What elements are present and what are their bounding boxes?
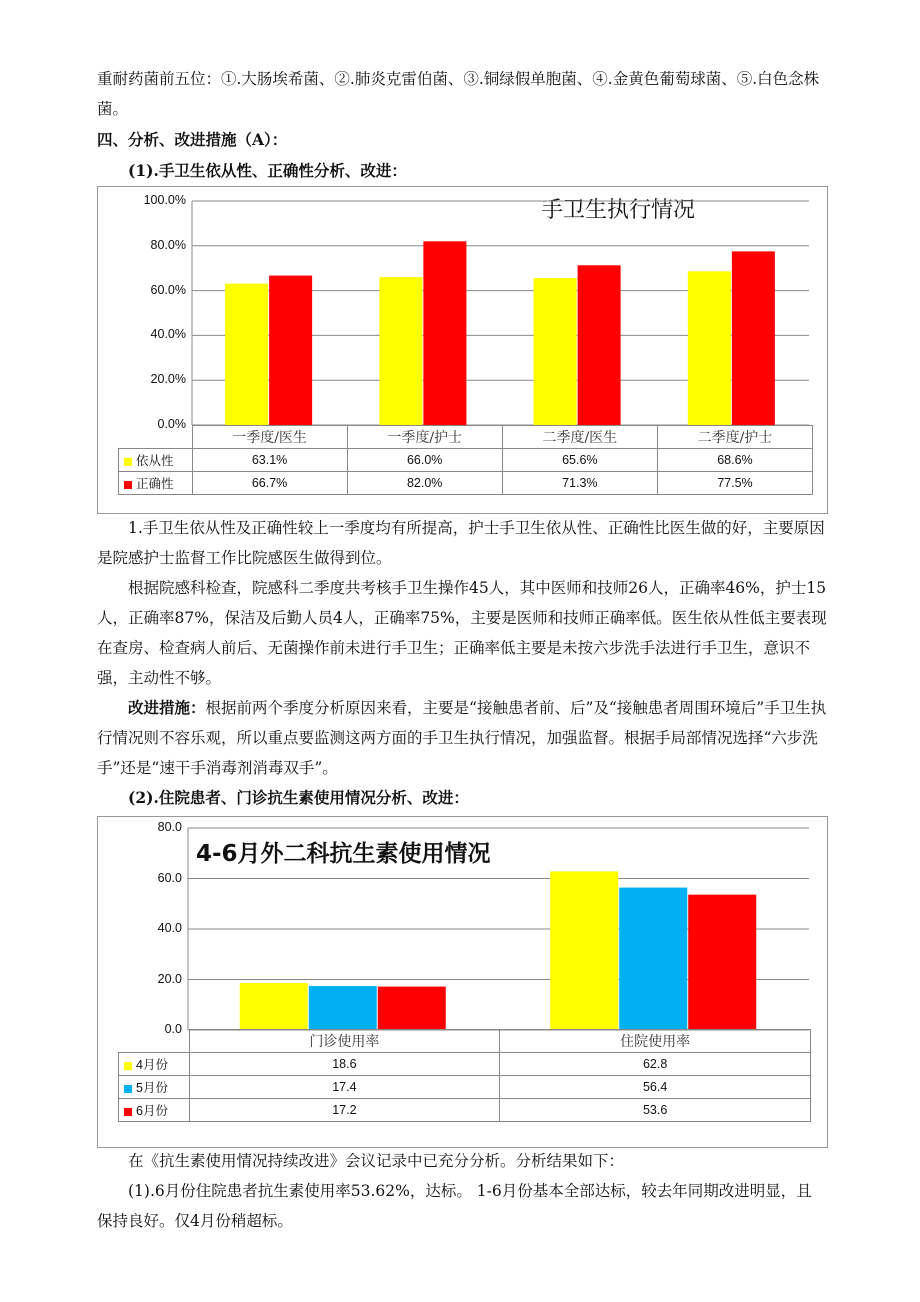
section-heading-analysis: 四、分析、改进措施（A）： (97, 130, 288, 149)
data-label: 82.0% (347, 472, 502, 495)
paragraph-improvement-measures (97, 693, 827, 783)
legend-compliance: 依从性 (119, 449, 193, 472)
chart-title: 4-6月外二科抗生素使用情况 (196, 841, 491, 867)
data-label: 56.4 (500, 1076, 811, 1099)
hand-hygiene-chart (97, 186, 828, 514)
data-label: 62.8 (500, 1053, 811, 1076)
bar (550, 871, 618, 1030)
improvement-text: 根据前两个季度分析原因来看，主要是“接触患者前、后”及“接触患者周围环境后”手卫生执行情况则不容乐观，所以重点要监测这两方面的手卫生执行情况，加强监督。根据手局部情况选择“六步洗手”还是“速干手消毒剂消毒双手”。 (97, 699, 827, 777)
y-tick-label: 20.0 (157, 971, 182, 986)
data-label: 66.7% (192, 472, 347, 495)
data-label: 63.1% (192, 449, 347, 472)
hand-hygiene-data-table (118, 425, 813, 495)
bar (534, 278, 577, 425)
paragraph-resistant-bacteria: 重耐药菌前五位：①.大肠埃希菌、②.肺炎克雷伯菌、③.铜绿假单胞菌、④.金黄色葡萄球菌、⑤.白色念株菌。 (97, 70, 820, 118)
bar (309, 986, 377, 1030)
y-tick-label: 80.0 (157, 820, 182, 834)
data-label: 17.4 (189, 1076, 500, 1099)
bar (688, 895, 756, 1030)
data-label: 53.6 (500, 1099, 811, 1122)
y-tick-label: 60.0% (150, 282, 186, 297)
category-label: 住院使用率 (500, 1030, 811, 1053)
category-label: 一季度/护士 (347, 426, 502, 449)
subheading-antibiotics: (2).住院患者、门诊抗生素使用情况分析、改进： (128, 788, 469, 807)
legend-swatch-yellow (124, 458, 132, 466)
bar (240, 983, 308, 1030)
legend-april: 4月份 (119, 1053, 190, 1076)
antibiotic-usage-chart (97, 816, 828, 1148)
antibiotic-data-table (118, 1029, 811, 1122)
category-label: 一季度/医生 (192, 426, 347, 449)
bar (619, 888, 687, 1030)
paragraph-hand-hygiene-summary: 1.手卫生依从性及正确性较上一季度均有所提高，护士手卫生依从性、正确性比医生做的好，主要原因是院感护士监督工作比院感医生做得到位。 (97, 519, 825, 567)
y-tick-label: 40.0% (150, 327, 186, 342)
legend-swatch-blue (124, 1085, 132, 1093)
data-label: 77.5% (657, 472, 812, 495)
data-label: 68.6% (657, 449, 812, 472)
legend-swatch-red (124, 1108, 132, 1116)
data-label: 17.2 (189, 1099, 500, 1122)
y-tick-label: 40.0 (157, 921, 182, 935)
data-label: 18.6 (189, 1053, 500, 1076)
legend-swatch-red (124, 481, 132, 489)
y-tick-label: 100.0% (143, 193, 186, 207)
y-tick-label: 60.0 (157, 870, 182, 885)
bar (379, 277, 422, 425)
bar (688, 271, 731, 425)
y-tick-label: 0.0 (164, 1022, 182, 1036)
y-tick-label: 80.0% (150, 237, 186, 252)
category-label: 二季度/护士 (657, 426, 812, 449)
legend-june: 6月份 (119, 1099, 190, 1122)
data-label: 71.3% (502, 472, 657, 495)
data-label: 65.6% (502, 449, 657, 472)
paragraph-inspection-results: 根据院感科检查，院感科二季度共考核手卫生操作45人，其中医师和技师26人，正确率46%，护士15人，正确率87%，保洁及后勤人员4人，正确率75%，主要是医师和技师正确率低。医生依从性低主要表现在查房、检查病人前后、无菌操作前未进行手卫生；正确率低主要是未按六步洗手法进行手卫生，意识不强，主动性不够。 (97, 579, 827, 687)
y-tick-label: 0.0% (157, 417, 186, 431)
category-label: 门诊使用率 (189, 1030, 500, 1053)
bar (578, 265, 621, 425)
category-label: 二季度/医生 (502, 426, 657, 449)
subheading-hand-hygiene: (1).手卫生依从性、正确性分析、改进： (128, 161, 407, 180)
chart-title: 手卫生执行情况 (541, 198, 696, 223)
legend-may: 5月份 (119, 1076, 190, 1099)
paragraph-june-usage: (1).6月份住院患者抗生素使用率53.62%，达标。 1-6月份基本全部达标，较去年同期改进明显，且保持良好。仅4月份稍超标。 (97, 1182, 812, 1230)
paragraph-meeting-record: 在《抗生素使用情况持续改进》会议记录中已充分分析。分析结果如下： (128, 1152, 625, 1170)
bar (269, 276, 312, 425)
bar (378, 987, 446, 1030)
bar (732, 251, 775, 425)
data-label: 66.0% (347, 449, 502, 472)
legend-correctness: 正确性 (119, 472, 193, 495)
legend-swatch-yellow (124, 1062, 132, 1070)
improvement-label: 改进措施： (128, 698, 206, 717)
y-tick-label: 20.0% (150, 372, 186, 387)
bar (225, 284, 268, 425)
bar (423, 241, 466, 425)
